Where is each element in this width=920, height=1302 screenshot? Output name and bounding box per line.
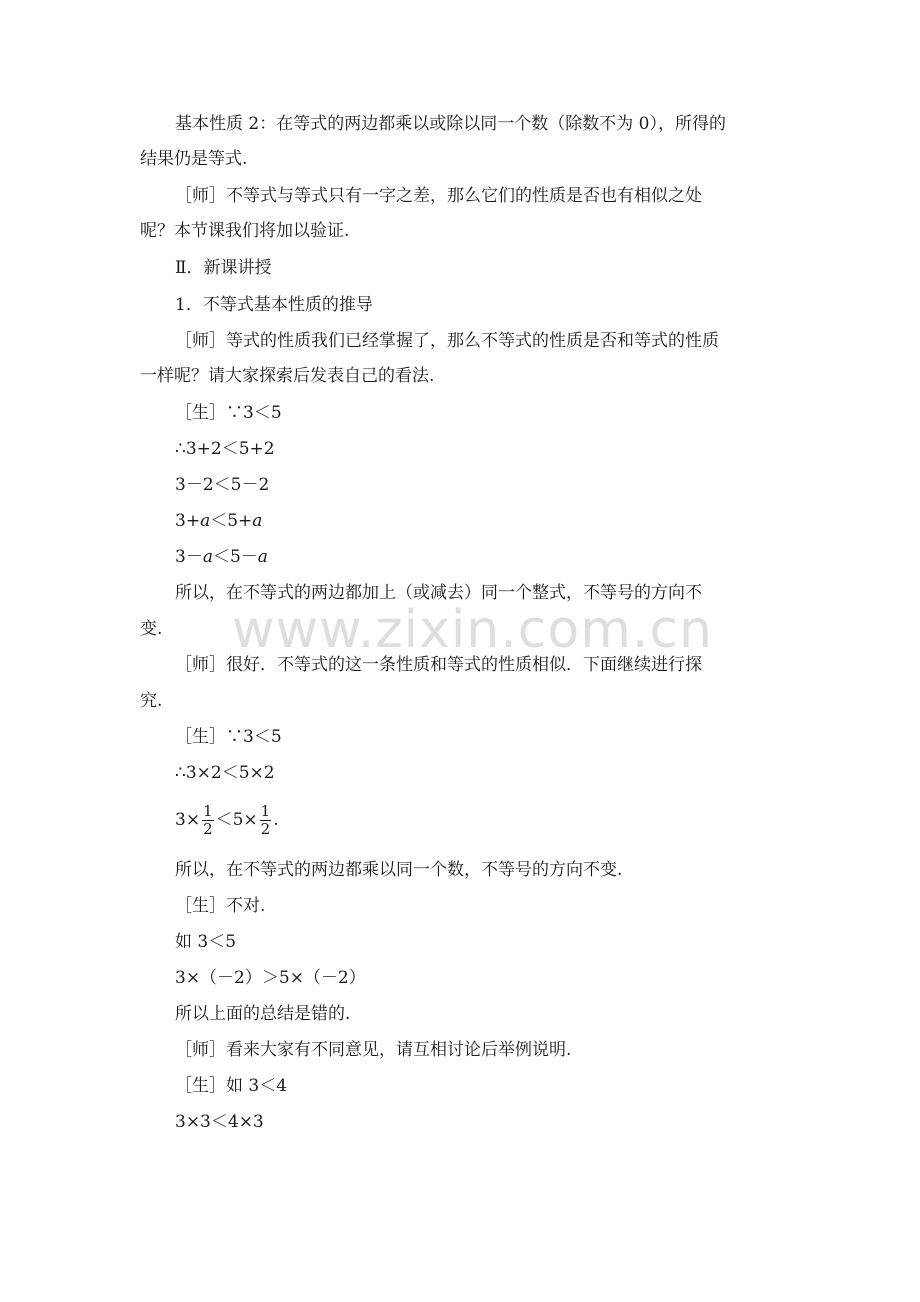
math-text: 3－ bbox=[175, 547, 203, 567]
math-line: ［生］∵3＜5 bbox=[175, 727, 282, 747]
math-line: ［生］如 3＜4 bbox=[175, 1076, 288, 1096]
paragraph-line: ［师］等式的性质我们已经掌握了，那么不等式的性质是否和等式的性质 bbox=[175, 331, 719, 351]
math-variable: a bbox=[252, 511, 263, 531]
watermark: www.zixin.com.cn bbox=[232, 600, 713, 660]
fraction bbox=[260, 803, 272, 838]
math-variable: a bbox=[200, 511, 211, 531]
paragraph-line: ［师］不等式与等式只有一字之差，那么它们的性质是否也有相似之处 bbox=[175, 186, 702, 206]
fraction-numerator: 1 bbox=[260, 802, 271, 820]
fraction-numerator: 1 bbox=[203, 802, 213, 820]
paragraph-line: 所以上面的总结是错的. bbox=[175, 1004, 351, 1024]
math-line: 3－2＜5－2 bbox=[175, 475, 270, 495]
math-line: ∴3+2＜5+2 bbox=[175, 439, 275, 459]
section-heading: Ⅱ．新课讲授 bbox=[175, 258, 272, 278]
math-text: ＜5－ bbox=[212, 547, 258, 567]
paragraph-line: 呢？本节课我们将加以验证. bbox=[140, 221, 350, 241]
paragraph-line: ［师］很好．不等式的这一条性质和等式的性质相似．下面继续进行探 bbox=[175, 655, 702, 675]
math-line: 如 3＜5 bbox=[175, 932, 237, 952]
fraction bbox=[202, 803, 214, 838]
math-line bbox=[175, 509, 785, 533]
paragraph-line: ［生］不对. bbox=[175, 896, 266, 916]
math-line: ［生］∵3＜5 bbox=[175, 403, 282, 423]
math-variable: a bbox=[257, 547, 268, 567]
math-text: 3× bbox=[175, 810, 201, 830]
math-line: 3×3＜4×3 bbox=[175, 1112, 264, 1132]
math-text: ＜5+ bbox=[210, 511, 253, 531]
math-text: 3+ bbox=[175, 511, 201, 531]
math-line-fraction bbox=[175, 800, 785, 840]
paragraph-line: 所以，在不等式的两边都加上（或减去）同一个整式，不等号的方向不 bbox=[175, 583, 702, 603]
math-line: ∴3×2＜5×2 bbox=[175, 763, 275, 783]
subsection-heading: 1．不等式基本性质的推导 bbox=[175, 295, 373, 315]
paragraph-line: 结果仍是等式. bbox=[140, 149, 248, 169]
paragraph-line: ［师］看来大家有不同意见，请互相讨论后举例说明. bbox=[175, 1040, 572, 1060]
paragraph-line: 变. bbox=[140, 619, 163, 639]
fraction-denominator: 2 bbox=[203, 820, 213, 838]
paragraph-line: 所以，在不等式的两边都乘以同一个数，不等号的方向不变. bbox=[175, 860, 623, 880]
math-text: . bbox=[273, 810, 279, 830]
math-text: ＜5× bbox=[215, 810, 258, 830]
paragraph-line: 基本性质 2：在等式的两边都乘以或除以同一个数（除数不为 0），所得的 bbox=[175, 114, 726, 134]
paragraph-line: 一样呢？请大家探索后发表自己的看法. bbox=[140, 366, 435, 386]
fraction-denominator: 2 bbox=[260, 820, 271, 838]
math-line: 3×（－2）＞5×（－2） bbox=[175, 968, 366, 988]
math-variable: a bbox=[202, 547, 213, 567]
math-line bbox=[175, 545, 785, 569]
paragraph-line: 究. bbox=[140, 691, 163, 711]
